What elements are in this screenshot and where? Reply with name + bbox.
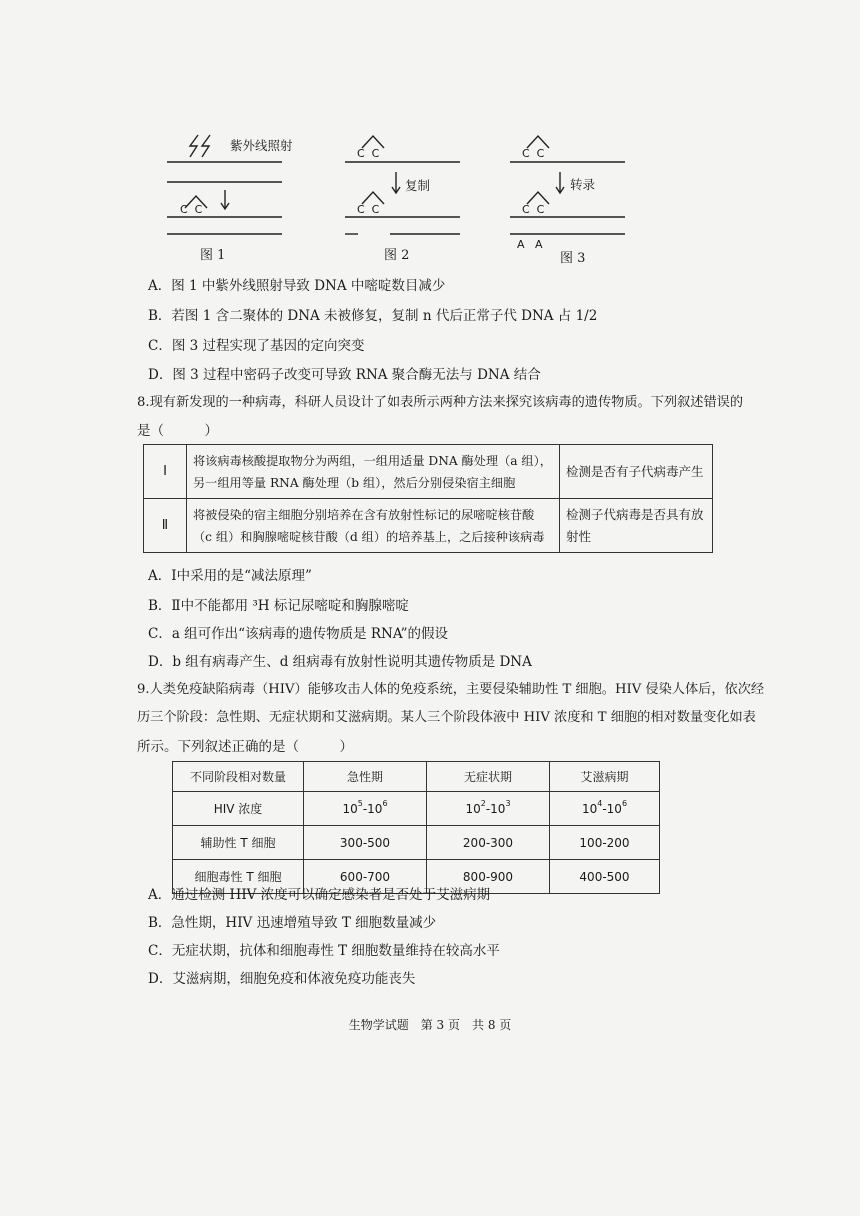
dna-figures bbox=[0, 0, 860, 280]
method-line: 另一组用等量 RNA 酶处理（b 组），然后分别侵染宿主细胞 bbox=[193, 475, 516, 490]
page-footer: 生物学试题 第 3 页 共 8 页 bbox=[348, 1018, 512, 1032]
table-cell: 800-900 bbox=[427, 860, 550, 894]
q7-option-a: A．图 1 中紫外线照射导致 DNA 中嘧啶数目减少 bbox=[148, 278, 446, 294]
fig2-arrow-label: 复制 bbox=[405, 178, 431, 193]
q8-option-c: C．a 组可作出“该病毒的遗传物质是 RNA”的假设 bbox=[148, 626, 449, 642]
table-row bbox=[144, 499, 713, 553]
detect-cell bbox=[560, 445, 713, 499]
uv-lightning-icon bbox=[190, 135, 198, 157]
table-row bbox=[173, 792, 660, 826]
fig2-caption: 图 2 bbox=[384, 248, 410, 263]
fig2-bases-top: C C bbox=[357, 147, 380, 160]
method-line: （c 组）和胸腺嘧啶核苷酸（d 组）的培养基上，之后接种该病毒 bbox=[193, 529, 545, 544]
column-header: 艾滋病期 bbox=[550, 762, 660, 792]
row-label: 辅助性 T 细胞 bbox=[173, 826, 304, 860]
q8-option-b: B．Ⅱ中不能都用 ³H 标记尿嘧啶和胸腺嘧啶 bbox=[148, 598, 409, 614]
q8-stem-cont: 是（ ） bbox=[137, 423, 218, 439]
q9-option-d: D．艾滋病期，细胞免疫和体液免疫功能丧失 bbox=[148, 971, 416, 987]
fig3-bases-bottom: A A bbox=[517, 238, 543, 251]
row-id: Ⅰ bbox=[144, 445, 187, 499]
table-cell: 600-700 bbox=[304, 860, 427, 894]
table-cell: 200-300 bbox=[427, 826, 550, 860]
fig3-bases-mid: C C bbox=[522, 203, 545, 216]
detect-line: 检测子代病毒是否具有放 bbox=[566, 506, 704, 522]
q9-hiv-table bbox=[172, 761, 660, 894]
table-row bbox=[144, 445, 713, 499]
fig3-bases-top: C C bbox=[522, 147, 545, 160]
q9-stem-cont: 历三个阶段：急性期、无症状期和艾滋病期。某人三个阶段体液中 HIV 浓度和 T 细胞的相对数量变化如表 bbox=[137, 710, 756, 725]
detect-cell bbox=[560, 499, 713, 553]
table-cell: 400-500 bbox=[550, 860, 660, 894]
row-label: HIV 浓度 bbox=[173, 792, 304, 826]
q9-stem: 9.人类免疫缺陷病毒（HIV）能够攻击人体的免疫系统，主要侵染辅助性 T 细胞。HIV 侵染人体后，依次经 bbox=[137, 682, 765, 697]
row-label: 细胞毒性 T 细胞 bbox=[173, 860, 304, 894]
uv-lightning-icon bbox=[202, 135, 210, 157]
q9-option-a: A．通过检测 HIV 浓度可以确定感染者是否处于艾滋病期 bbox=[148, 887, 491, 903]
table-cell: $10^2-10^3$ bbox=[427, 792, 550, 826]
fig3-caption: 图 3 bbox=[560, 251, 586, 266]
q8-stem: 8.现有新发现的一种病毒，科研人员设计了如表所示两种方法来探究该病毒的遗传物质。下列叙述错误的 bbox=[137, 395, 744, 410]
q9-option-b: B．急性期，HIV 迅速增殖导致 T 细胞数量减少 bbox=[148, 915, 437, 931]
q8-methods-table bbox=[143, 444, 713, 553]
fig3-arrow-label: 转录 bbox=[570, 177, 596, 192]
method-cell bbox=[187, 499, 560, 553]
table-cell: 300-500 bbox=[304, 826, 427, 860]
row-id: Ⅱ bbox=[144, 499, 187, 553]
q7-option-c: C．图 3 过程实现了基因的定向突变 bbox=[148, 338, 365, 354]
method-cell bbox=[187, 445, 560, 499]
q8-option-d: D．b 组有病毒产生、d 组病毒有放射性说明其遗传物质是 DNA bbox=[148, 654, 532, 670]
table-header-row bbox=[173, 762, 660, 792]
q9-option-c: C．无症状期，抗体和细胞毒性 T 细胞数量维持在较高水平 bbox=[148, 943, 500, 959]
column-header: 无症状期 bbox=[427, 762, 550, 792]
fig1-caption: 图 1 bbox=[200, 248, 226, 263]
method-line: 将被侵染的宿主细胞分别培养在含有放射性标记的尿嘧啶核苷酸 bbox=[193, 507, 535, 522]
method-line: 将该病毒核酸提取物分为两组，一组用适量 DNA 酶处理（a 组）， bbox=[193, 453, 552, 468]
table-cell: 100-200 bbox=[550, 826, 660, 860]
q8-option-a: A．Ⅰ中采用的是“减法原理” bbox=[148, 568, 312, 584]
fig2-bases-bottom: C C bbox=[357, 203, 380, 216]
q7-option-b: B．若图 1 含二聚体的 DNA 未被修复，复制 n 代后正常子代 DNA 占 1/2 bbox=[148, 308, 598, 324]
q7-option-d: D．图 3 过程中密码子改变可导致 RNA 聚合酶无法与 DNA 结合 bbox=[148, 367, 541, 383]
q9-stem-cont2: 所示。下列叙述正确的是（ ） bbox=[137, 739, 353, 755]
table-row bbox=[173, 826, 660, 860]
column-header: 不同阶段相对数量 bbox=[173, 762, 304, 792]
table-cell: $10^4-10^6$ bbox=[550, 792, 660, 826]
uv-label: 紫外线照射 bbox=[230, 138, 293, 153]
column-header: 急性期 bbox=[304, 762, 427, 792]
detect-line: 射性 bbox=[566, 528, 592, 544]
fig1-bases: C C bbox=[180, 203, 203, 216]
detect-line: 检测是否有子代病毒产生 bbox=[566, 463, 704, 479]
table-cell: $10^5-10^6$ bbox=[304, 792, 427, 826]
